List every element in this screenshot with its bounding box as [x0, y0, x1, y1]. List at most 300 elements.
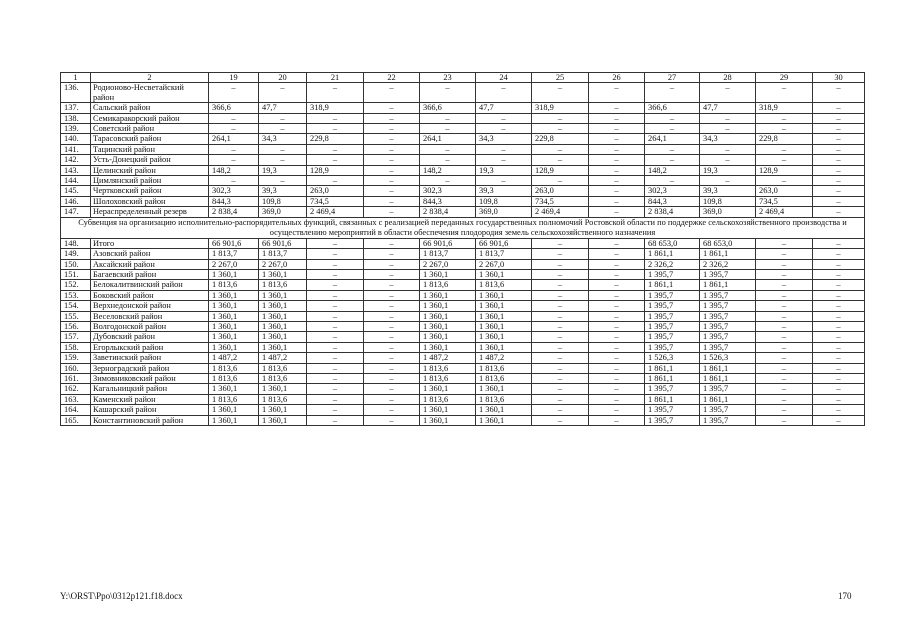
value-cell: 1 813,6 — [476, 280, 532, 290]
value-cell: – — [364, 415, 420, 425]
district-name: Тарасовский район — [91, 134, 209, 144]
table-row — [61, 405, 865, 415]
value-cell: – — [364, 321, 420, 331]
value-cell: – — [307, 249, 364, 259]
value-cell: 1 395,7 — [645, 384, 700, 394]
value-cell: 1 360,1 — [209, 290, 259, 300]
value-cell: 1 360,1 — [259, 290, 307, 300]
value-cell: 1 861,1 — [700, 249, 756, 259]
value-cell: 39,3 — [700, 186, 756, 196]
value-cell: 1 861,1 — [645, 373, 700, 383]
table-row — [61, 249, 865, 259]
value-cell: – — [756, 353, 813, 363]
value-cell: 1 861,1 — [700, 394, 756, 404]
value-cell: – — [364, 124, 420, 134]
value-cell: – — [813, 249, 865, 259]
value-cell: – — [532, 301, 589, 311]
footer-file-path: Y:\ORST\Ppo\0312p121.f18.docx — [60, 591, 183, 601]
value-cell: – — [589, 280, 645, 290]
table-row — [61, 83, 865, 103]
value-cell: – — [532, 176, 589, 186]
district-name: Итого — [91, 238, 209, 248]
value-cell: 148,2 — [209, 165, 259, 175]
value-cell: – — [813, 405, 865, 415]
value-cell: 34,3 — [700, 134, 756, 144]
district-name: Родионово-Несветайский район — [91, 83, 209, 103]
column-header: 19 — [209, 73, 259, 83]
value-cell: 1 360,1 — [259, 321, 307, 331]
section-row — [61, 217, 865, 238]
table-row — [61, 321, 865, 331]
value-cell: 264,1 — [645, 134, 700, 144]
row-number: 157. — [61, 332, 91, 342]
row-number: 137. — [61, 103, 91, 113]
column-header: 20 — [259, 73, 307, 83]
value-cell: – — [813, 113, 865, 123]
row-number: 154. — [61, 301, 91, 311]
value-cell: – — [364, 144, 420, 154]
table-row — [61, 238, 865, 248]
value-cell: 2 267,0 — [476, 259, 532, 269]
value-cell: – — [364, 363, 420, 373]
value-cell: – — [364, 113, 420, 123]
value-cell: 1 395,7 — [700, 332, 756, 342]
value-cell: 1 395,7 — [700, 405, 756, 415]
value-cell: – — [532, 290, 589, 300]
value-cell: – — [645, 144, 700, 154]
value-cell: 1 360,1 — [209, 332, 259, 342]
value-cell: 734,5 — [532, 196, 589, 206]
district-name: Аксайский район — [91, 259, 209, 269]
value-cell: – — [476, 83, 532, 103]
value-cell: 1 360,1 — [420, 405, 476, 415]
value-cell: – — [364, 405, 420, 415]
value-cell: – — [756, 155, 813, 165]
value-cell: 68 653,0 — [700, 238, 756, 248]
value-cell: – — [209, 176, 259, 186]
value-cell: – — [364, 165, 420, 175]
value-cell: 1 813,6 — [259, 363, 307, 373]
table-row — [61, 259, 865, 269]
value-cell: 66 901,6 — [476, 238, 532, 248]
district-name: Кагальницкий район — [91, 384, 209, 394]
value-cell: – — [756, 415, 813, 425]
value-cell: 1 813,6 — [209, 394, 259, 404]
column-header: 1 — [61, 73, 91, 83]
value-cell: – — [364, 384, 420, 394]
column-header: 23 — [420, 73, 476, 83]
value-cell: – — [307, 332, 364, 342]
value-cell: 1 395,7 — [645, 342, 700, 352]
value-cell: 264,1 — [420, 134, 476, 144]
value-cell: 1 395,7 — [700, 290, 756, 300]
value-cell: – — [589, 269, 645, 279]
value-cell: – — [307, 144, 364, 154]
value-cell: – — [589, 394, 645, 404]
value-cell: – — [364, 353, 420, 363]
row-number: 145. — [61, 186, 91, 196]
column-header: 30 — [813, 73, 865, 83]
value-cell: 39,3 — [259, 186, 307, 196]
value-cell: – — [532, 373, 589, 383]
district-name: Целинский район — [91, 165, 209, 175]
value-cell: – — [813, 196, 865, 206]
value-cell: – — [307, 113, 364, 123]
value-cell: – — [645, 83, 700, 103]
value-cell: 66 901,6 — [420, 238, 476, 248]
value-cell: – — [532, 269, 589, 279]
value-cell: – — [813, 394, 865, 404]
district-name: Семикаракорский район — [91, 113, 209, 123]
district-name: Егорлыкский район — [91, 342, 209, 352]
table-row — [61, 290, 865, 300]
value-cell: 229,8 — [532, 134, 589, 144]
value-cell: – — [589, 373, 645, 383]
table-row — [61, 176, 865, 186]
table-row — [61, 113, 865, 123]
value-cell: – — [307, 259, 364, 269]
value-cell: 1 813,6 — [209, 363, 259, 373]
table-row — [61, 124, 865, 134]
value-cell: – — [589, 124, 645, 134]
value-cell: 1 360,1 — [420, 311, 476, 321]
value-cell: 1 813,6 — [476, 394, 532, 404]
value-cell: 128,9 — [532, 165, 589, 175]
value-cell: – — [589, 207, 645, 217]
value-cell: – — [364, 155, 420, 165]
table-row — [61, 394, 865, 404]
value-cell: 1 395,7 — [700, 311, 756, 321]
value-cell: – — [813, 207, 865, 217]
value-cell: – — [364, 249, 420, 259]
row-number: 147. — [61, 207, 91, 217]
table-row — [61, 103, 865, 113]
value-cell: – — [589, 165, 645, 175]
value-cell: 1 360,1 — [209, 415, 259, 425]
value-cell: – — [589, 83, 645, 103]
value-cell: 302,3 — [420, 186, 476, 196]
column-header: 22 — [364, 73, 420, 83]
value-cell: 1 487,2 — [420, 353, 476, 363]
table-row — [61, 415, 865, 425]
value-cell: 2 469,4 — [307, 207, 364, 217]
value-cell: 1 813,6 — [209, 373, 259, 383]
row-number: 139. — [61, 124, 91, 134]
value-cell: – — [589, 155, 645, 165]
value-cell: – — [476, 113, 532, 123]
table-row — [61, 134, 865, 144]
value-cell: – — [532, 238, 589, 248]
value-cell: – — [364, 311, 420, 321]
value-cell: – — [259, 113, 307, 123]
value-cell: – — [756, 332, 813, 342]
table-row — [61, 196, 865, 206]
value-cell: – — [307, 363, 364, 373]
row-number: 149. — [61, 249, 91, 259]
value-cell: 1 813,6 — [259, 373, 307, 383]
table-body — [61, 73, 865, 426]
row-number: 155. — [61, 311, 91, 321]
value-cell: – — [420, 124, 476, 134]
value-cell: – — [307, 405, 364, 415]
value-cell: – — [813, 342, 865, 352]
column-header: 25 — [532, 73, 589, 83]
value-cell: – — [259, 83, 307, 103]
value-cell: 109,8 — [476, 196, 532, 206]
value-cell: 1 360,1 — [476, 415, 532, 425]
value-cell: 1 861,1 — [645, 249, 700, 259]
table-row — [61, 342, 865, 352]
value-cell: – — [532, 249, 589, 259]
row-number: 161. — [61, 373, 91, 383]
value-cell: 1 813,6 — [420, 363, 476, 373]
value-cell: 1 360,1 — [420, 269, 476, 279]
value-cell: – — [364, 176, 420, 186]
table-row — [61, 311, 865, 321]
value-cell: – — [589, 301, 645, 311]
value-cell: 2 469,4 — [756, 207, 813, 217]
value-cell: – — [532, 155, 589, 165]
value-cell: 844,3 — [209, 196, 259, 206]
table-row — [61, 280, 865, 290]
value-cell: – — [813, 124, 865, 134]
value-cell: – — [259, 144, 307, 154]
column-header: 28 — [700, 73, 756, 83]
district-name: Заветинский район — [91, 353, 209, 363]
value-cell: 148,2 — [645, 165, 700, 175]
value-cell: 1 487,2 — [259, 353, 307, 363]
row-number: 152. — [61, 280, 91, 290]
value-cell: – — [259, 124, 307, 134]
value-cell: – — [589, 290, 645, 300]
value-cell: – — [700, 124, 756, 134]
value-cell: 1 813,6 — [420, 394, 476, 404]
value-cell: 1 360,1 — [209, 321, 259, 331]
value-cell: – — [645, 113, 700, 123]
header-row — [61, 73, 865, 83]
value-cell: 369,0 — [259, 207, 307, 217]
value-cell: – — [209, 113, 259, 123]
value-cell: 2 838,4 — [420, 207, 476, 217]
value-cell: – — [307, 124, 364, 134]
district-name: Сальский район — [91, 103, 209, 113]
row-number: 141. — [61, 144, 91, 154]
value-cell: 1 395,7 — [700, 269, 756, 279]
value-cell: 1 395,7 — [645, 415, 700, 425]
value-cell: – — [532, 321, 589, 331]
value-cell: 47,7 — [259, 103, 307, 113]
value-cell: – — [532, 353, 589, 363]
column-header: 29 — [756, 73, 813, 83]
value-cell: 1 861,1 — [700, 373, 756, 383]
value-cell: – — [756, 269, 813, 279]
value-cell: 1 395,7 — [645, 332, 700, 342]
value-cell: 2 267,0 — [259, 259, 307, 269]
table-row — [61, 165, 865, 175]
value-cell: – — [307, 238, 364, 248]
district-name: Тацинский район — [91, 144, 209, 154]
value-cell: – — [756, 321, 813, 331]
value-cell: 2 326,2 — [645, 259, 700, 269]
row-number: 158. — [61, 342, 91, 352]
value-cell: 1 813,6 — [476, 373, 532, 383]
value-cell: 2 267,0 — [209, 259, 259, 269]
value-cell: – — [364, 290, 420, 300]
value-cell: – — [307, 176, 364, 186]
column-header: 24 — [476, 73, 532, 83]
value-cell: – — [364, 186, 420, 196]
value-cell: 1 360,1 — [476, 269, 532, 279]
value-cell: – — [813, 353, 865, 363]
value-cell: 47,7 — [476, 103, 532, 113]
value-cell: 369,0 — [476, 207, 532, 217]
value-cell: 1 487,2 — [476, 353, 532, 363]
value-cell: – — [532, 259, 589, 269]
district-name: Дубовский район — [91, 332, 209, 342]
value-cell: 66 901,6 — [209, 238, 259, 248]
value-cell: – — [756, 144, 813, 154]
value-cell: 2 469,4 — [532, 207, 589, 217]
value-cell: – — [756, 124, 813, 134]
value-cell: – — [532, 280, 589, 290]
row-number: 136. — [61, 83, 91, 103]
value-cell: 844,3 — [420, 196, 476, 206]
value-cell: 1 360,1 — [259, 405, 307, 415]
value-cell: – — [813, 155, 865, 165]
value-cell: 302,3 — [645, 186, 700, 196]
value-cell: – — [589, 249, 645, 259]
value-cell: – — [209, 83, 259, 103]
value-cell: 229,8 — [756, 134, 813, 144]
value-cell: 1 395,7 — [645, 405, 700, 415]
value-cell: – — [813, 238, 865, 248]
value-cell: – — [700, 176, 756, 186]
district-name: Цимлянский район — [91, 176, 209, 186]
value-cell: – — [813, 103, 865, 113]
value-cell: – — [307, 155, 364, 165]
data-table — [60, 72, 865, 426]
value-cell: – — [813, 384, 865, 394]
value-cell: – — [364, 269, 420, 279]
value-cell: 1 813,7 — [420, 249, 476, 259]
table-row — [61, 332, 865, 342]
value-cell: – — [307, 394, 364, 404]
value-cell: – — [589, 363, 645, 373]
value-cell: 1 360,1 — [420, 332, 476, 342]
value-cell: – — [589, 405, 645, 415]
value-cell: – — [532, 394, 589, 404]
value-cell: – — [813, 144, 865, 154]
value-cell: – — [589, 332, 645, 342]
row-number: 159. — [61, 353, 91, 363]
value-cell: – — [532, 311, 589, 321]
value-cell: – — [364, 259, 420, 269]
value-cell: – — [364, 196, 420, 206]
value-cell: – — [589, 321, 645, 331]
value-cell: 1 360,1 — [476, 332, 532, 342]
value-cell: – — [420, 113, 476, 123]
value-cell: – — [813, 176, 865, 186]
value-cell: 1 395,7 — [700, 321, 756, 331]
page-number: 170 — [838, 591, 852, 601]
district-name: Зерноградский район — [91, 363, 209, 373]
value-cell: – — [364, 394, 420, 404]
value-cell: – — [532, 144, 589, 154]
value-cell: – — [756, 113, 813, 123]
value-cell: 263,0 — [532, 186, 589, 196]
value-cell: 1 360,1 — [259, 415, 307, 425]
value-cell: 1 395,7 — [645, 269, 700, 279]
value-cell: – — [756, 301, 813, 311]
value-cell: 369,0 — [700, 207, 756, 217]
value-cell: – — [756, 83, 813, 103]
value-cell: – — [756, 290, 813, 300]
value-cell: 1 360,1 — [420, 290, 476, 300]
value-cell: – — [813, 415, 865, 425]
value-cell: 1 526,3 — [700, 353, 756, 363]
value-cell: – — [209, 124, 259, 134]
section-title: Субвенция на организацию исполнительно-распорядительных функций, связанных с реализацией переданных государственных полномочий Ростовской области по поддержке сельскохозяйственного производства и осуществлению мероприятий в области обеспечения плодородия земель сельскохозяйственного назначения — [61, 217, 865, 238]
column-header: 2 — [91, 73, 209, 83]
value-cell: – — [756, 373, 813, 383]
value-cell: 1 360,1 — [259, 311, 307, 321]
value-cell: – — [364, 373, 420, 383]
value-cell: – — [532, 363, 589, 373]
table-row — [61, 155, 865, 165]
value-cell: – — [813, 332, 865, 342]
value-cell: – — [307, 269, 364, 279]
value-cell: – — [700, 155, 756, 165]
value-cell: – — [813, 321, 865, 331]
table-row — [61, 301, 865, 311]
row-number: 164. — [61, 405, 91, 415]
value-cell: 1 395,7 — [700, 301, 756, 311]
value-cell: – — [307, 290, 364, 300]
value-cell: 1 487,2 — [209, 353, 259, 363]
value-cell: – — [589, 134, 645, 144]
value-cell: – — [307, 311, 364, 321]
column-header: 27 — [645, 73, 700, 83]
value-cell: – — [420, 176, 476, 186]
table-row — [61, 363, 865, 373]
value-cell: – — [700, 113, 756, 123]
value-cell: – — [589, 342, 645, 352]
value-cell: – — [259, 155, 307, 165]
value-cell: 1 360,1 — [476, 384, 532, 394]
value-cell: – — [476, 124, 532, 134]
value-cell: – — [307, 384, 364, 394]
value-cell: – — [813, 373, 865, 383]
district-name: Советский район — [91, 124, 209, 134]
district-name: Чертковский район — [91, 186, 209, 196]
value-cell: 148,2 — [420, 165, 476, 175]
value-cell: – — [307, 353, 364, 363]
row-number: 142. — [61, 155, 91, 165]
row-number: 153. — [61, 290, 91, 300]
value-cell: – — [364, 301, 420, 311]
value-cell: 47,7 — [700, 103, 756, 113]
value-cell: – — [420, 83, 476, 103]
value-cell: 1 360,1 — [259, 269, 307, 279]
district-name: Белокалитвинский район — [91, 280, 209, 290]
value-cell: 1 813,7 — [476, 249, 532, 259]
value-cell: – — [589, 196, 645, 206]
value-cell: 318,9 — [532, 103, 589, 113]
value-cell: – — [756, 238, 813, 248]
value-cell: – — [589, 259, 645, 269]
value-cell: – — [532, 342, 589, 352]
value-cell: 318,9 — [307, 103, 364, 113]
